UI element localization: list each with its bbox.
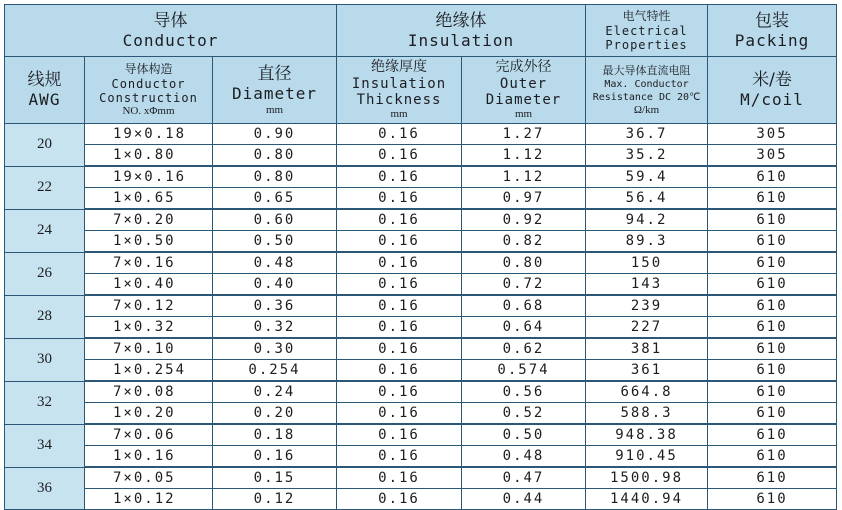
resistance-cell: 1500.98 [586, 467, 708, 489]
resistance-header-en1: Max. Conductor [604, 78, 689, 90]
diameter-header-unit: mm [265, 103, 284, 116]
thickness-cell: 0.16 [337, 295, 462, 317]
coil-header-zh: 米/卷 [752, 70, 792, 90]
diameter-cell: 0.30 [213, 338, 337, 360]
table-row [5, 209, 837, 231]
outer-cell: 1.27 [462, 124, 586, 145]
coil-cell: 610 [708, 295, 837, 317]
conductor-group-header [5, 5, 337, 57]
awg-cell: 34 [5, 424, 85, 467]
thickness-cell: 0.16 [337, 424, 462, 446]
construction-header-unit: NO. xΦmm [122, 105, 175, 117]
thickness-cell: 0.16 [337, 403, 462, 425]
coil-cell: 610 [708, 188, 837, 210]
coil-column-header [708, 57, 837, 124]
thickness-header-en2: Thickness [356, 92, 442, 108]
thickness-cell: 0.16 [337, 188, 462, 210]
outer-cell: 0.574 [462, 360, 586, 382]
thickness-header-unit: mm [390, 108, 408, 120]
awg-cell: 20 [5, 124, 85, 167]
thickness-cell: 0.16 [337, 317, 462, 339]
construction-cell: 7×0.16 [85, 252, 213, 274]
outer-cell: 0.56 [462, 381, 586, 403]
resistance-cell: 89.3 [586, 231, 708, 253]
resistance-header-zh: 最大导体直流电阻 [602, 63, 691, 77]
coil-cell: 610 [708, 166, 837, 188]
table-row [5, 145, 837, 167]
diameter-cell: 0.18 [213, 424, 337, 446]
coil-cell: 610 [708, 252, 837, 274]
electrical-header-zh: 电气特性 [622, 9, 671, 23]
coil-cell: 610 [708, 360, 837, 382]
table-row [5, 231, 837, 253]
awg-column-header [5, 57, 85, 124]
resistance-cell: 59.4 [586, 166, 708, 188]
coil-cell: 610 [708, 467, 837, 489]
construction-cell: 7×0.05 [85, 467, 213, 489]
table-row [5, 381, 837, 403]
diameter-cell: 0.16 [213, 446, 337, 468]
diameter-cell: 0.32 [213, 317, 337, 339]
resistance-cell: 227 [586, 317, 708, 339]
coil-cell: 305 [708, 124, 837, 145]
thickness-cell: 0.16 [337, 166, 462, 188]
table-row [5, 446, 837, 468]
construction-cell: 1×0.40 [85, 274, 213, 296]
thickness-cell: 0.16 [337, 446, 462, 468]
construction-header-en1: Conductor [111, 77, 186, 91]
wire-spec-table [4, 4, 837, 510]
diameter-cell: 0.65 [213, 188, 337, 210]
diameter-cell: 0.48 [213, 252, 337, 274]
table-row [5, 360, 837, 382]
outer-cell: 0.44 [462, 489, 586, 510]
construction-cell: 1×0.12 [85, 489, 213, 510]
table-row [5, 274, 837, 296]
construction-cell: 1×0.65 [85, 188, 213, 210]
thickness-cell: 0.16 [337, 124, 462, 145]
construction-cell: 7×0.12 [85, 295, 213, 317]
table-row [5, 317, 837, 339]
electrical-header-en1: Electrical [605, 24, 688, 38]
electrical-header-en2: Properties [605, 38, 688, 52]
awg-cell: 28 [5, 295, 85, 338]
thickness-cell: 0.16 [337, 338, 462, 360]
construction-column-header [85, 57, 213, 124]
resistance-cell: 1440.94 [586, 489, 708, 510]
thickness-cell: 0.16 [337, 381, 462, 403]
outer-cell: 0.47 [462, 467, 586, 489]
resistance-cell: 239 [586, 295, 708, 317]
diameter-cell: 0.24 [213, 381, 337, 403]
insulation-group-header [337, 5, 586, 57]
thickness-cell: 0.16 [337, 274, 462, 296]
awg-header-en: AWG [28, 90, 61, 109]
packing-header-en: Packing [734, 30, 810, 50]
thickness-header-en1: Insulation [351, 76, 447, 92]
outer-column-header [462, 57, 586, 124]
outer-cell: 0.48 [462, 446, 586, 468]
outer-cell: 0.62 [462, 338, 586, 360]
resistance-cell: 664.8 [586, 381, 708, 403]
construction-cell: 1×0.254 [85, 360, 213, 382]
diameter-cell: 0.12 [213, 489, 337, 510]
spec-table-body [5, 124, 837, 510]
coil-cell: 610 [708, 489, 837, 510]
coil-cell: 610 [708, 209, 837, 231]
construction-cell: 1×0.16 [85, 446, 213, 468]
coil-cell: 305 [708, 145, 837, 167]
construction-cell: 1×0.20 [85, 403, 213, 425]
resistance-cell: 381 [586, 338, 708, 360]
construction-cell: 7×0.20 [85, 209, 213, 231]
table-row [5, 188, 837, 210]
insulation-header-en: Insulation [407, 30, 515, 50]
resistance-cell: 361 [586, 360, 708, 382]
outer-cell: 1.12 [462, 145, 586, 167]
coil-cell: 610 [708, 446, 837, 468]
coil-cell: 610 [708, 274, 837, 296]
construction-cell: 1×0.80 [85, 145, 213, 167]
diameter-cell: 0.40 [213, 274, 337, 296]
outer-cell: 1.12 [462, 166, 586, 188]
awg-cell: 22 [5, 166, 85, 209]
resistance-cell: 94.2 [586, 209, 708, 231]
outer-header-en1: Outer [499, 76, 548, 92]
construction-cell: 7×0.10 [85, 338, 213, 360]
construction-header-en2: Construction [99, 91, 198, 105]
table-row [5, 295, 837, 317]
awg-cell: 36 [5, 467, 85, 510]
coil-cell: 610 [708, 381, 837, 403]
coil-cell: 610 [708, 317, 837, 339]
outer-cell: 0.50 [462, 424, 586, 446]
diameter-cell: 0.36 [213, 295, 337, 317]
coil-cell: 610 [708, 424, 837, 446]
construction-cell: 7×0.06 [85, 424, 213, 446]
awg-cell: 26 [5, 252, 85, 295]
construction-cell: 1×0.50 [85, 231, 213, 253]
diameter-cell: 0.60 [213, 209, 337, 231]
diameter-cell: 0.254 [213, 360, 337, 382]
outer-cell: 0.72 [462, 274, 586, 296]
diameter-header-en: Diameter [231, 83, 318, 103]
conductor-header-zh: 导体 [153, 10, 188, 31]
outer-cell: 0.68 [462, 295, 586, 317]
coil-header-en: M/coil [740, 90, 804, 109]
resistance-cell: 143 [586, 274, 708, 296]
thickness-cell: 0.16 [337, 252, 462, 274]
thickness-header-zh: 绝缘厚度 [371, 59, 427, 75]
awg-cell: 24 [5, 209, 85, 252]
outer-cell: 0.97 [462, 188, 586, 210]
outer-cell: 0.82 [462, 231, 586, 253]
diameter-header-zh: 直径 [257, 63, 292, 84]
awg-header-zh: 线规 [27, 70, 62, 90]
packing-group-header [708, 5, 837, 57]
conductor-header-en: Conductor [122, 30, 219, 50]
table-row [5, 124, 837, 145]
resistance-cell: 910.45 [586, 446, 708, 468]
construction-cell: 1×0.32 [85, 317, 213, 339]
resistance-header-unit: Ω/km [633, 103, 660, 116]
packing-header-zh: 包装 [755, 10, 790, 31]
diameter-cell: 0.80 [213, 145, 337, 167]
diameter-cell: 0.20 [213, 403, 337, 425]
thickness-cell: 0.16 [337, 467, 462, 489]
resistance-cell: 588.3 [586, 403, 708, 425]
outer-header-zh: 完成外径 [495, 59, 552, 75]
construction-cell: 19×0.16 [85, 166, 213, 188]
construction-header-zh: 导体构造 [124, 62, 173, 76]
awg-cell: 32 [5, 381, 85, 424]
awg-cell: 30 [5, 338, 85, 381]
thickness-column-header [337, 57, 462, 124]
diameter-cell: 0.15 [213, 467, 337, 489]
diameter-cell: 0.80 [213, 166, 337, 188]
thickness-cell: 0.16 [337, 209, 462, 231]
diameter-column-header [213, 57, 337, 124]
construction-cell: 19×0.18 [85, 124, 213, 145]
resistance-cell: 35.2 [586, 145, 708, 167]
resistance-cell: 948.38 [586, 424, 708, 446]
construction-cell: 7×0.08 [85, 381, 213, 403]
table-row [5, 489, 837, 510]
outer-header-unit: mm [514, 108, 533, 120]
table-row [5, 403, 837, 425]
diameter-cell: 0.50 [213, 231, 337, 253]
outer-cell: 0.92 [462, 209, 586, 231]
table-row [5, 467, 837, 489]
insulation-header-zh: 绝缘体 [435, 10, 487, 31]
electrical-group-header [586, 5, 708, 57]
outer-cell: 0.52 [462, 403, 586, 425]
table-row [5, 252, 837, 274]
outer-header-en2: Diameter [485, 92, 562, 108]
resistance-cell: 36.7 [586, 124, 708, 145]
table-row [5, 338, 837, 360]
resistance-header-en2: Resistance DC 20℃ [592, 91, 701, 103]
outer-cell: 0.64 [462, 317, 586, 339]
coil-cell: 610 [708, 338, 837, 360]
table-row [5, 166, 837, 188]
outer-cell: 0.80 [462, 252, 586, 274]
diameter-cell: 0.90 [213, 124, 337, 145]
coil-cell: 610 [708, 403, 837, 425]
thickness-cell: 0.16 [337, 360, 462, 382]
coil-cell: 610 [708, 231, 837, 253]
table-row [5, 424, 837, 446]
resistance-cell: 150 [586, 252, 708, 274]
resistance-cell: 56.4 [586, 188, 708, 210]
resistance-column-header [586, 57, 708, 124]
thickness-cell: 0.16 [337, 231, 462, 253]
thickness-cell: 0.16 [337, 145, 462, 167]
thickness-cell: 0.16 [337, 489, 462, 510]
